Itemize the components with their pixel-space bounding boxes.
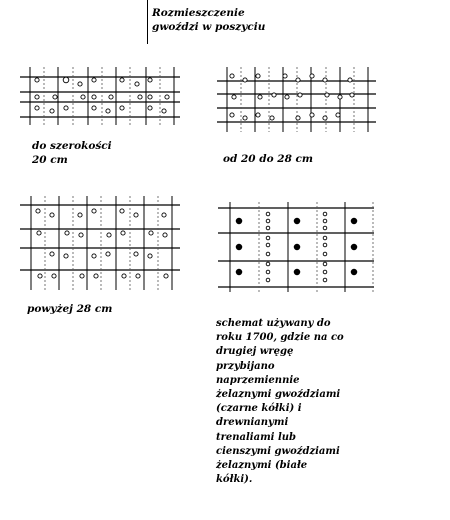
- label-up-to-20cm: do szerokości 20 cm: [32, 140, 112, 166]
- diagram1-nail: [162, 109, 166, 113]
- diagram3-nail: [162, 213, 166, 217]
- diagram3-nail: [134, 252, 138, 256]
- diagram2-nail: [296, 116, 300, 120]
- diagram4-nail: [323, 212, 327, 216]
- diagram3-nail: [107, 233, 111, 237]
- diagram2-nail: [256, 74, 260, 78]
- diagram4-nail: [266, 226, 270, 230]
- diagram3-nail: [38, 274, 42, 278]
- diagram2-nail: [243, 116, 247, 120]
- diagram2-nail: [283, 74, 287, 78]
- diagram1-nail: [53, 95, 57, 99]
- diagram3-nail: [80, 274, 84, 278]
- diagram4-iron-nail: [351, 269, 357, 275]
- diagram4-nail: [323, 219, 327, 223]
- diagram2-nail: [323, 78, 327, 82]
- diagram2-nail: [270, 116, 274, 120]
- diagram4-iron-nail: [294, 269, 300, 275]
- diagram4-iron-nail: [294, 244, 300, 250]
- diagram2-nail: [232, 95, 236, 99]
- label-pre-1700-scheme: schemat używany do roku 1700, gdzie na co drugiej wręgę przybijano naprzemiennie żelaznymi gwoździami (czarne kółki) i drewnianymi trenaliami lub cienszymi gwoździami żelaznymi (białe kółki).: [216, 318, 344, 486]
- diagram4-nail: [266, 278, 270, 282]
- diagram1-nail: [106, 109, 110, 113]
- diagram4-nail: [266, 252, 270, 256]
- diagram1-nail: [148, 106, 152, 110]
- diagram3-nail: [50, 213, 54, 217]
- diagram2-nail: [323, 116, 327, 120]
- diagram2-nail: [258, 95, 262, 99]
- diagram1-nail: [148, 95, 152, 99]
- diagram3-nail: [148, 254, 152, 258]
- diagram3-nail: [92, 254, 96, 258]
- diagram4-nail: [266, 219, 270, 223]
- diagram3-nail: [120, 209, 124, 213]
- diagram2-nail: [336, 113, 340, 117]
- diagram2-nail: [256, 113, 260, 117]
- diagram3-nail: [122, 274, 126, 278]
- diagram1-nail: [50, 109, 54, 113]
- diagram4-iron-nail: [236, 269, 242, 275]
- diagram3-nail: [78, 213, 82, 217]
- diagram3-nail: [164, 274, 168, 278]
- diagram4-iron-nail: [294, 218, 300, 224]
- diagram1-nail: [148, 78, 152, 82]
- diagram1-nail: [78, 82, 82, 86]
- diagram3-nail: [149, 231, 153, 235]
- diagram3-nail: [94, 274, 98, 278]
- diagram4-nail: [266, 236, 270, 240]
- diagram4-nail: [266, 243, 270, 247]
- diagram2-nail: [310, 113, 314, 117]
- diagram4-iron-nail: [236, 218, 242, 224]
- diagram1-nail: [109, 95, 113, 99]
- label-20-to-28cm: od 20 do 28 cm: [223, 153, 314, 165]
- diagram3-nail: [64, 254, 68, 258]
- diagram1-nail: [35, 95, 39, 99]
- diagram4-nail: [323, 252, 327, 256]
- diagram1-nail: [138, 95, 142, 99]
- diagram2-nail: [298, 93, 302, 97]
- diagram3-nail: [92, 209, 96, 213]
- diagram3-nail: [37, 231, 41, 235]
- diagram1-nail: [135, 82, 139, 86]
- diagram3-nail: [52, 274, 56, 278]
- diagram4-nail: [323, 236, 327, 240]
- diagram2-nail: [272, 93, 276, 97]
- diagram2-nail: [296, 78, 300, 82]
- diagram2-nail: [350, 93, 354, 97]
- diagram1-nail: [92, 78, 96, 82]
- diagram3-nail: [79, 233, 83, 237]
- diagram1-nail: [81, 95, 85, 99]
- diagram1-nail: [35, 78, 39, 82]
- diagram2-nail: [230, 74, 234, 78]
- diagram2-nail: [348, 78, 352, 82]
- diagram4-nail: [323, 270, 327, 274]
- diagram2-nail: [243, 78, 247, 82]
- diagram3-nail: [134, 213, 138, 217]
- diagram2-nail: [285, 95, 289, 99]
- diagram1-nail: [165, 95, 169, 99]
- diagram3-nail: [163, 233, 167, 237]
- diagram4-nail: [323, 278, 327, 282]
- diagram3-nail: [136, 274, 140, 278]
- diagram2-nail: [325, 93, 329, 97]
- diagram1-nail: [120, 78, 124, 82]
- diagram4-nail: [323, 262, 327, 266]
- diagram4-nail: [266, 212, 270, 216]
- diagram4-nail: [323, 226, 327, 230]
- diagram1-nail: [35, 106, 39, 110]
- diagram4-iron-nail: [351, 218, 357, 224]
- diagram1-nail: [64, 106, 68, 110]
- diagram-title: Rozmieszczenie gwoździ w poszyciu: [147, 0, 297, 44]
- diagram1-nail: [120, 106, 124, 110]
- diagram3-nail: [50, 252, 54, 256]
- diagram4-iron-nail: [236, 244, 242, 250]
- diagram4-nail: [266, 270, 270, 274]
- diagram1-nail: [92, 106, 96, 110]
- diagram3-nail: [65, 231, 69, 235]
- diagram2-nail: [310, 74, 314, 78]
- diagram3-nail: [36, 209, 40, 213]
- diagram1-nail: [92, 95, 96, 99]
- diagram4-nail: [323, 243, 327, 247]
- diagram2-nail: [338, 95, 342, 99]
- diagram3-nail: [106, 252, 110, 256]
- diagram2-nail: [230, 113, 234, 117]
- label-over-28cm: powyżej 28 cm: [27, 303, 113, 315]
- diagram3-nail: [121, 231, 125, 235]
- diagram4-iron-nail: [351, 244, 357, 250]
- diagram4-nail: [266, 262, 270, 266]
- diagram1-nail: [63, 77, 69, 83]
